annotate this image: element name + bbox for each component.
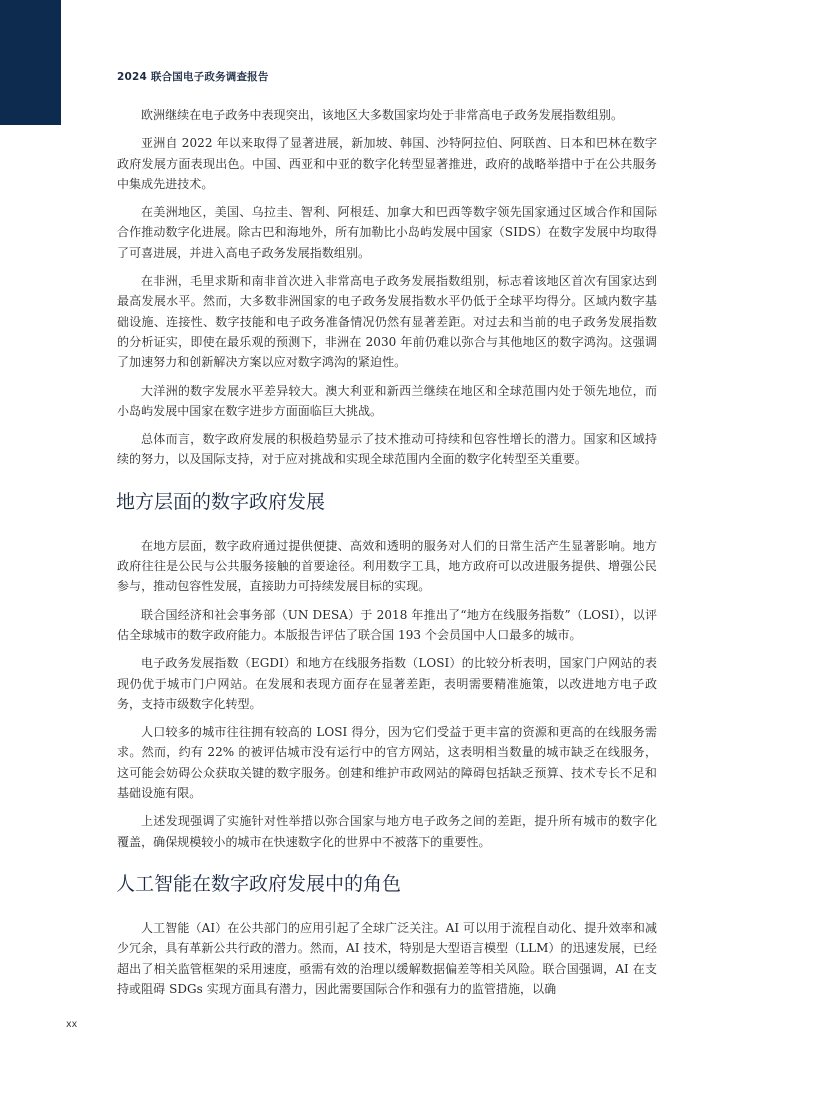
- running-header: 2024 联合国电子政务调查报告: [117, 71, 269, 83]
- section-heading-ai: 人工智能在数字政府发展中的角色: [116, 872, 402, 895]
- intro-paragraph-africa: 在非洲，毛里求斯和南非首次进入非常高电子政务发展指数组别，标志着该地区首次有国家达到最高发展水平。然而，大多数非洲国家的电子政务发展指数水平仍低于全球平均得分。区域内数字基础设施、连接性、数字技能和电子政务准备情况仍然有显著差距。对过去和当前的电子政务发展指数的分析证实，即使在最乐观的预测下，非洲在 2030 年前仍难以弥合与其他地区的数字鸿沟。这强调了加速努力和创新解决方案以应对数字鸿沟的紧迫性。: [117, 274, 657, 370]
- section-heading-local: 地方层面的数字政府发展: [116, 490, 326, 513]
- local-paragraph: 联合国经济和社会事务部（UN DESA）于 2018 年推出了“地方在线服务指数”（LOSI），以评估全球城市的数字政府能力。本版报告评估了联合国 193 个会员国中人口最多的城市。: [117, 607, 657, 642]
- local-paragraph: 在地方层面，数字政府通过提供便捷、高效和透明的服务对人们的日常生活产生显著影响。地方政府往往是公民与公共服务接触的首要途径。利用数字工具，地方政府可以改进服务提供、增强公民参与，推动包容性发展，直接助力可持续发展目标的实现。: [117, 538, 657, 594]
- local-paragraph: 上述发现强调了实施针对性举措以弥合国家与地方电子政务之间的差距，提升所有城市的数字化覆盖，确保规模较小的城市在快速数字化的世界中不被落下的重要性。: [117, 814, 657, 849]
- page-content: [117, 105, 657, 1007]
- intro-paragraph-oceania: 大洋洲的数字发展水平差异较大。澳大利亚和新西兰继续在地区和全球范围内处于领先地位，而小岛屿发展中国家在数字进步方面面临巨大挑战。: [117, 383, 657, 418]
- ai-paragraph: 人工智能（AI）在公共部门的应用引起了全球广泛关注。AI 可以用于流程自动化、提升效率和减少冗余，具有革新公共行政的潜力。然而，AI 技术，特别是大型语言模型（LLM）的迅速发展，已经超出了相关监管框架的采用速度，亟需有效的治理以缓解数据偏差等相关风险。联合国强调，AI 在支持或阻碍 SDGs 实现方面具有潜力，因此需要国际合作和强有力的监管措施，以确: [117, 920, 657, 996]
- local-paragraph: 人口较多的城市往往拥有较高的 LOSI 得分，因为它们受益于更丰富的资源和更高的在线服务需求。然而，约有 22% 的被评估城市没有运行中的官方网站，这表明相当数量的城市缺乏在线服务，这可能会妨碍公众获取关键的数字服务。创建和维护市政网站的障碍包括缺乏预算、技术专长不足和基础设施有限。: [117, 725, 657, 801]
- local-paragraph: 电子政务发展指数（EGDI）和地方在线服务指数（LOSI）的比较分析表明，国家门户网站的表现仍优于城市门户网站。在发展和表现方面存在显著差距，表明需要精准施策，以改进地方电子政务，支持市级数字化转型。: [117, 656, 657, 711]
- intro-paragraph-europe: 欧洲继续在电子政务中表现突出，该地区大多数国家均处于非常高电子政务发展指数组别。: [141, 108, 624, 122]
- intro-paragraph-americas: 在美洲地区，美国、乌拉圭、智利、阿根廷、加拿大和巴西等数字领先国家通过区域合作和国际合作推动数字化进展。除古巴和海地外，所有加勒比小岛屿发展中国家（SIDS）在数字发展中均取得了可喜进展，并进入高电子政务发展指数组别。: [117, 205, 657, 260]
- intro-paragraph-summary: 总体而言，数字政府发展的积极趋势显示了技术推动可持续和包容性增长的潜力。国家和区域持续的努力，以及国际支持，对于应对挑战和实现全球范围内全面的数字化转型至关重要。: [117, 432, 657, 467]
- intro-paragraph-asia: 亚洲自 2022 年以来取得了显著进展，新加坡、韩国、沙特阿拉伯、阿联酋、日本和巴林在数字政府发展方面表现出色。中国、西亚和中亚的数字化转型显著推进，政府的战略举措中于在公共服务中集成先进技术。: [117, 136, 657, 191]
- page-number: xx: [66, 1019, 78, 1030]
- corner-color-block: [0, 0, 61, 125]
